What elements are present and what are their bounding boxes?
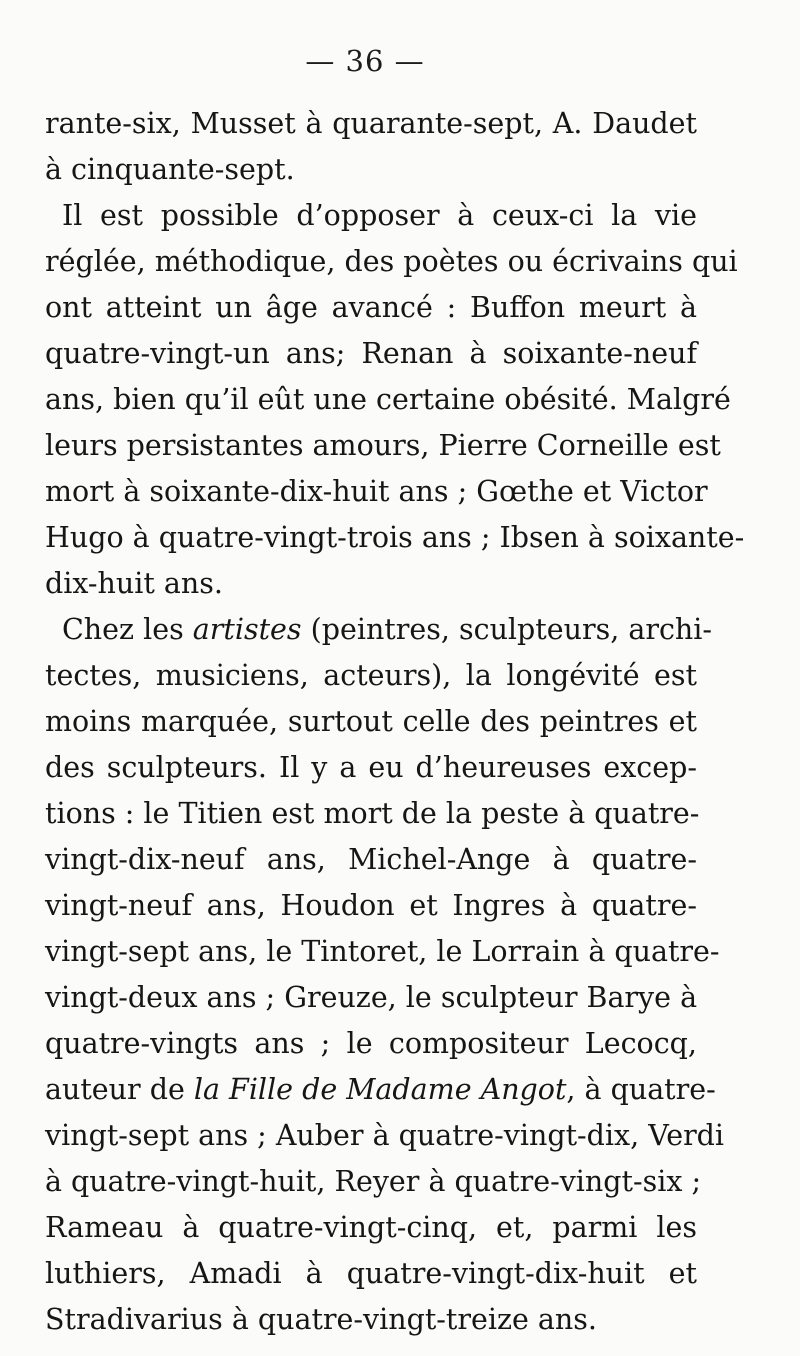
text-run: auteur de [45,1073,194,1106]
text-line [62,607,713,653]
text-line: à cinquante-sept. [45,153,295,186]
text-line: ont atteint un âge avancé : Buffon meurt à [45,291,697,324]
text-line: à quatre-vingt-huit, Reyer à quatre-vingt-six ; [45,1165,702,1198]
text-line: vingt-sept ans ; Auber à quatre-vingt-dix, Verdi [45,1119,725,1152]
text-line: Rameau à quatre-vingt-cinq, et, parmi les [45,1211,697,1244]
text-line: rante-six, Musset à quarante-sept, A. Daudet [45,107,697,140]
text-line: vingt-dix-neuf ans, Michel-Ange à quatre- [45,843,697,876]
text-line: luthiers, Amadi à quatre-vingt-dix-huit et [45,1257,697,1290]
italic-term: artistes [192,613,302,646]
text-line: tectes, musiciens, acteurs), la longévité est [45,659,697,692]
text-line: quatre-vingt-un ans; Renan à soixante-neuf [45,337,697,370]
italic-title: la Fille de Madame Angot [193,1073,567,1106]
text-line: moins marquée, surtout celle des peintres et [45,705,697,738]
text-line: réglée, méthodique, des poètes ou écrivains qui [45,245,738,278]
text-line: mort à soixante-dix-huit ans ; Gœthe et Victor [45,475,708,508]
text-line: quatre-vingts ans ; le compositeur Lecocq, [45,1027,697,1060]
text-line: leurs persistantes amours, Pierre Corneille est [45,429,721,462]
text-line: tions : le Titien est mort de la peste à quatre- [45,797,700,830]
text-line: Il est possible d’opposer à ceux-ci la vie [62,199,697,232]
text-line: Hugo à quatre-vingt-trois ans ; Ibsen à soixante- [45,521,745,554]
page-number: — 36 — [305,44,425,78]
text-run: Chez les [62,613,193,646]
text-line: des sculpteurs. Il y a eu d’heureuses excep- [45,751,697,784]
text-line: Stradivarius à quatre-vingt-treize ans. [45,1303,597,1336]
text-line: vingt-sept ans, le Tintoret, le Lorrain à quatre- [45,935,720,968]
text-line: vingt-neuf ans, Houdon et Ingres à quatre- [45,889,697,922]
text-line: dix-huit ans. [45,567,223,600]
text-line: ans, bien qu’il eût une certaine obésité. Malgré [45,383,731,416]
text-line [45,1067,716,1113]
text-run: , à quatre- [566,1073,716,1106]
text-run: (peintres, sculpteurs, archi- [301,613,713,646]
text-line: vingt-deux ans ; Greuze, le sculpteur Barye à [45,981,698,1014]
